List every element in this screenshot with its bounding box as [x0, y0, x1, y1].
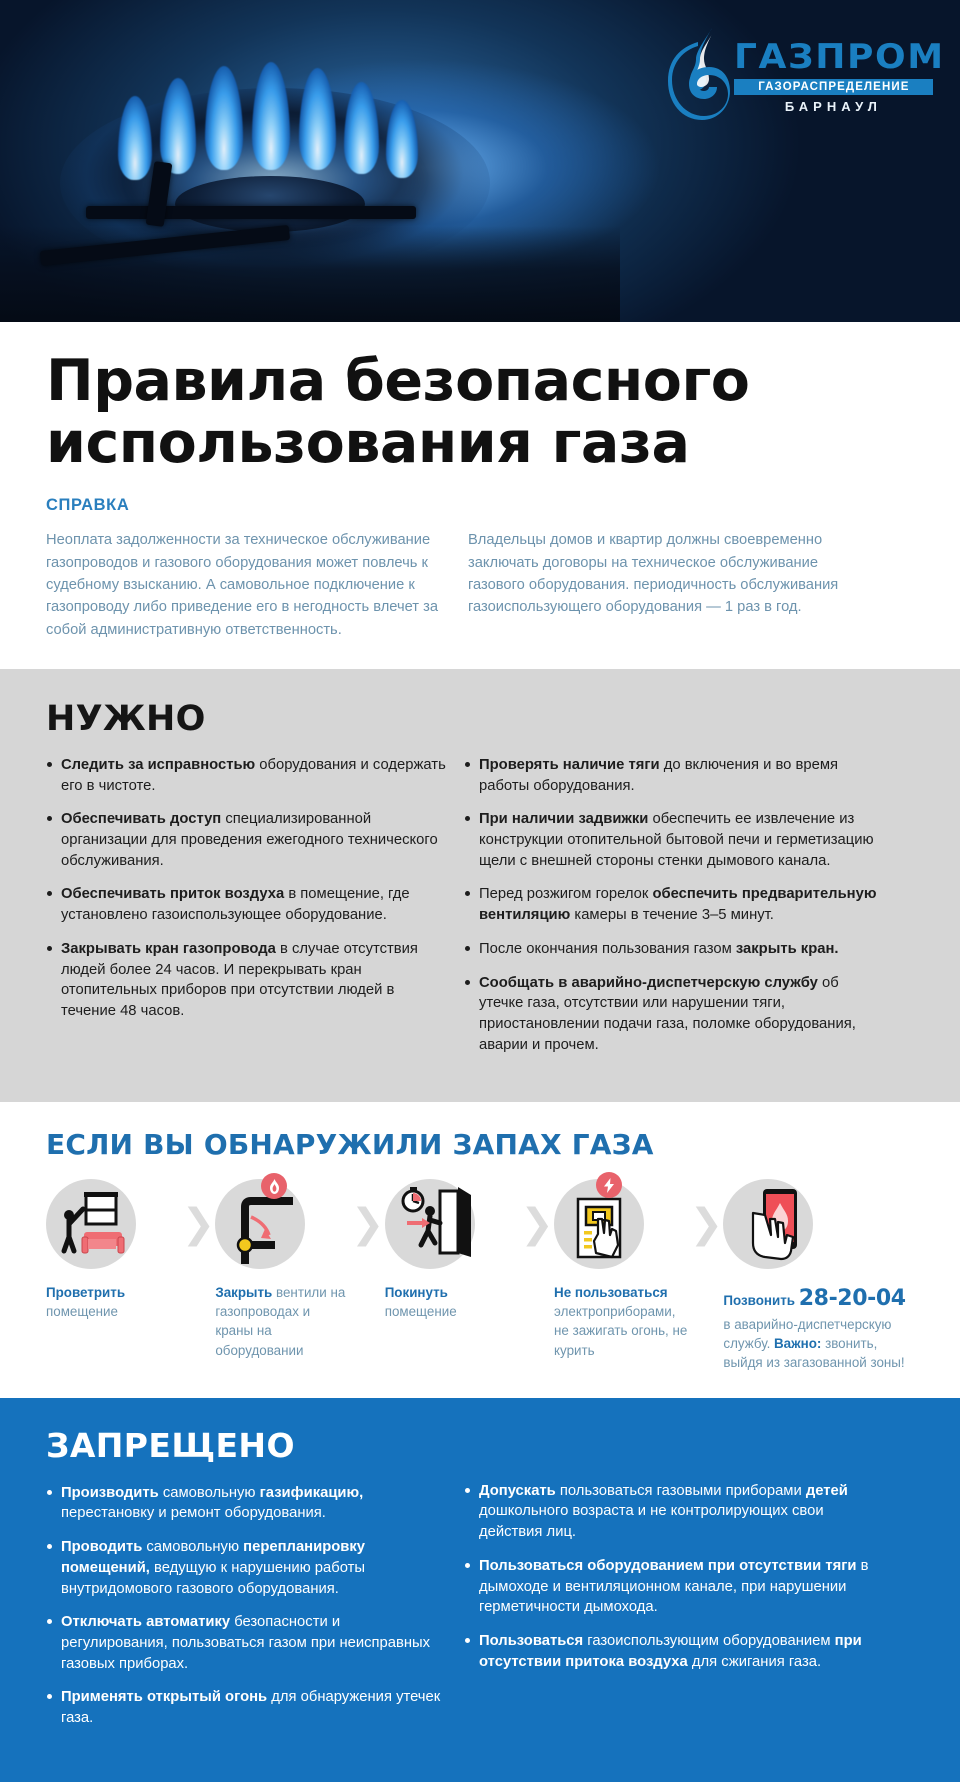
step-caption-rest: помещение [46, 1304, 118, 1320]
list-item-emphasis: Пользоваться оборудованием при отсутствии тяги [479, 1557, 857, 1574]
list-item-emphasis: перепланировку помещений, [61, 1539, 366, 1576]
step-call-emergency [723, 1179, 914, 1371]
list-item-emphasis: при отсутствии притока воздуха [479, 1632, 862, 1670]
step-caption-bold: Покинуть [384, 1285, 448, 1301]
gas-smell-steps [46, 1179, 914, 1371]
flame-tongue [299, 68, 336, 170]
leave-room-icon [385, 1179, 475, 1269]
chevron-right-icon: ❯ [181, 1201, 216, 1248]
step-caption [215, 1283, 350, 1359]
list-item [464, 1481, 884, 1543]
step-caption-rest: помещение [384, 1304, 457, 1320]
list-item-emphasis: Обеспечивать доступ [61, 811, 222, 828]
list-item-text: об утечке газа, отсутствии или нарушении тяги, приостановлении подачи газа, поломке оборудования, аварии и прочем. [479, 974, 856, 1053]
step-caption-rest-a: в аварийно-диспетчерскую службу. [723, 1316, 892, 1351]
spravka-heading: СПРАВКА [46, 496, 130, 515]
list-item-text: самовольную [142, 1539, 244, 1556]
list-item [464, 884, 884, 925]
list-item-text: для обнаружения утечек газа. [61, 1689, 441, 1727]
gazprom-flame-g-icon [668, 26, 730, 120]
list-item-emphasis: детей [805, 1482, 848, 1499]
list-item [464, 1556, 884, 1618]
list-item-text: дошкольного возраста и не контролирующих свои действия лиц. [479, 1503, 824, 1541]
spravka-section [0, 478, 960, 669]
list-item-text: специализированной организации для проведения ежегодного технического обслуживания. [61, 811, 438, 869]
zaprescheno-list-left [46, 1483, 446, 1729]
list-item-text: оборудования и содержать его в чистоте. [61, 756, 446, 794]
nuzhno-list-right [464, 755, 884, 1055]
nuzhno-heading: НУЖНО [46, 698, 206, 739]
step-caption-rest: вентили на газопроводах и краны на оборудовании [215, 1285, 346, 1358]
list-item-text: до включения и во время работы оборудования. [479, 756, 839, 794]
ventilate-room-icon [46, 1179, 136, 1269]
list-item-emphasis: Допускать [479, 1482, 556, 1499]
list-item [464, 755, 884, 796]
flame-tongue [205, 66, 243, 170]
emergency-phone-number[interactable]: 28-20-04 [798, 1286, 906, 1312]
stove-grate-bar [86, 206, 416, 219]
chevron-right-icon: ❯ [520, 1201, 554, 1248]
nuzhno-column-left [46, 699, 446, 1068]
step-no-electricity [554, 1179, 689, 1359]
list-item-text: безопасности и регулирования, пользоваться газом при неисправных газовых приборах. [61, 1614, 431, 1672]
list-item-emphasis: Производить [61, 1484, 159, 1501]
step-caption-rest: электроприборами, не зажигать огонь, не курить [554, 1304, 688, 1358]
step-caption [385, 1283, 520, 1321]
list-item-text: После окончания пользования газом [479, 940, 736, 957]
nuzhno-column-right [464, 699, 884, 1068]
page-title: Правила безопасного использования газа [46, 348, 750, 477]
list-item-emphasis: Закрывать кран газопровода [61, 940, 276, 957]
close-valve-icon [215, 1179, 305, 1269]
list-item [464, 1631, 884, 1672]
list-item-emphasis: обеспечить предварительную вентиляцию [479, 886, 877, 924]
list-item [46, 1483, 446, 1524]
gazprom-logo [668, 26, 945, 130]
list-item-text: в дымоходе и вентиляционном канале, при нарушении герметичности дымохода. [479, 1557, 869, 1616]
list-item-emphasis: Проводить [61, 1539, 143, 1556]
list-item-text: пользоваться газовыми приборами [555, 1482, 806, 1499]
nuzhno-list-left [46, 755, 446, 1022]
zaprescheno-column-left [46, 1426, 446, 1742]
burner-cap [175, 176, 365, 232]
step-caption [554, 1283, 689, 1359]
spravka-text-right: Владельцы домов и квартир должны своевременно заключать договоры на техническое обслуживание газового оборудования. периодичность обслуживания газоиспользующего оборудования — 1 раз в год. [468, 532, 839, 616]
list-item-text: камеры в течение 3–5 минут. [570, 907, 774, 924]
zaprescheno-section [0, 1398, 960, 1782]
list-item-emphasis: закрыть кран. [735, 940, 839, 957]
step-close-valve [215, 1179, 350, 1359]
chevron-right-icon: ❯ [350, 1201, 385, 1248]
step-caption-important: Важно: [774, 1335, 822, 1351]
list-item-text: для сжигания газа. [687, 1653, 822, 1670]
gas-smell-section [0, 1102, 960, 1397]
no-electrical-appliances-icon [554, 1179, 644, 1269]
list-item-text: самовольную [158, 1484, 260, 1501]
list-item [46, 1687, 446, 1728]
logo-city: БАРНАУЛ [784, 99, 882, 114]
step-caption [46, 1283, 181, 1321]
step-leave-room [385, 1179, 520, 1321]
logo-division: ГАЗОРАСПРЕДЕЛЕНИЕ [734, 79, 933, 95]
step-caption [723, 1283, 914, 1371]
list-item-text: газоиспользующим оборудованием [583, 1632, 835, 1649]
list-item [46, 755, 446, 796]
list-item [464, 809, 884, 871]
zaprescheno-column-right [464, 1426, 884, 1742]
list-item-text: обеспечить ее извлечение из конструкции отопительной бытовой печи и герметизацию щели с внешней стороны стенки дымового канала. [479, 811, 874, 869]
step-caption-bold: Проветрить [46, 1285, 126, 1301]
list-item [46, 1537, 446, 1599]
list-item [464, 973, 884, 1056]
step-caption-rest-b: звонить, выйдя из загазованной зоны! [723, 1335, 905, 1370]
gazprom-logo-text [730, 26, 945, 114]
zaprescheno-heading: ЗАПРЕЩЕНО [46, 1425, 295, 1465]
list-item-text: перестановку и ремонт оборудования. [61, 1505, 326, 1522]
title-block [0, 322, 960, 478]
list-item-emphasis: Сообщать в аварийно-диспетчерскую службу [479, 974, 818, 991]
spravka-column-right [468, 529, 868, 641]
list-item [46, 809, 446, 871]
chevron-right-icon: ❯ [689, 1201, 724, 1248]
gas-smell-heading: ЕСЛИ ВЫ ОБНАРУЖИЛИ ЗАПАХ ГАЗА [46, 1128, 654, 1162]
step-caption-bold: Не пользоваться [554, 1285, 668, 1301]
step-ventilate [46, 1179, 181, 1321]
list-item-emphasis: Следить за исправностью [61, 756, 256, 773]
list-item-emphasis: При наличии задвижки [479, 811, 649, 828]
list-item-text: в случае отсутствия людей более 24 часов. И перекрывать кран отопительных приборов при отсутствии людей в течение 48 часов. [61, 940, 418, 1019]
flame-tongue [252, 62, 290, 170]
list-item-emphasis: Проверять наличие тяги [479, 756, 660, 773]
list-item [46, 1612, 446, 1674]
call-emergency-phone-icon [723, 1179, 813, 1269]
spravka-text-left: Неоплата задолженности за техническое обслуживание газопроводов и газового оборудования может повлечь к судебному взысканию. А самовольное подключение к газопроводу либо приведение его в негодность влечет за собой административную ответственность. [46, 532, 438, 638]
list-item-text: Перед розжигом горелок [479, 886, 653, 903]
list-item-text: в помещение, где установлено газоиспользующее оборудование. [61, 886, 410, 924]
list-item-emphasis: Отключать автоматику [61, 1614, 231, 1631]
step-caption-bold: Позвонить [723, 1293, 796, 1309]
flame-tongue [160, 78, 196, 174]
list-item-emphasis: газификацию, [259, 1484, 364, 1501]
list-item [464, 939, 884, 960]
list-item-emphasis: Обеспечивать приток воздуха [61, 886, 285, 903]
list-item-emphasis: Применять открытый огонь [61, 1689, 268, 1706]
spravka-column-left [46, 529, 446, 641]
list-item-text: ведущую к нарушению работы внутридомового газового оборудования. [61, 1559, 366, 1597]
list-item-emphasis: Пользоваться [479, 1632, 584, 1649]
step-caption-bold: Закрыть [215, 1285, 273, 1301]
zaprescheno-list-right [464, 1481, 884, 1673]
list-item [46, 939, 446, 1022]
list-item [46, 884, 446, 925]
stove-surface [0, 226, 620, 322]
nuzhno-section [0, 669, 960, 1102]
hero-banner [0, 0, 960, 322]
logo-wordmark: ГАЗПРОМ [734, 37, 945, 77]
